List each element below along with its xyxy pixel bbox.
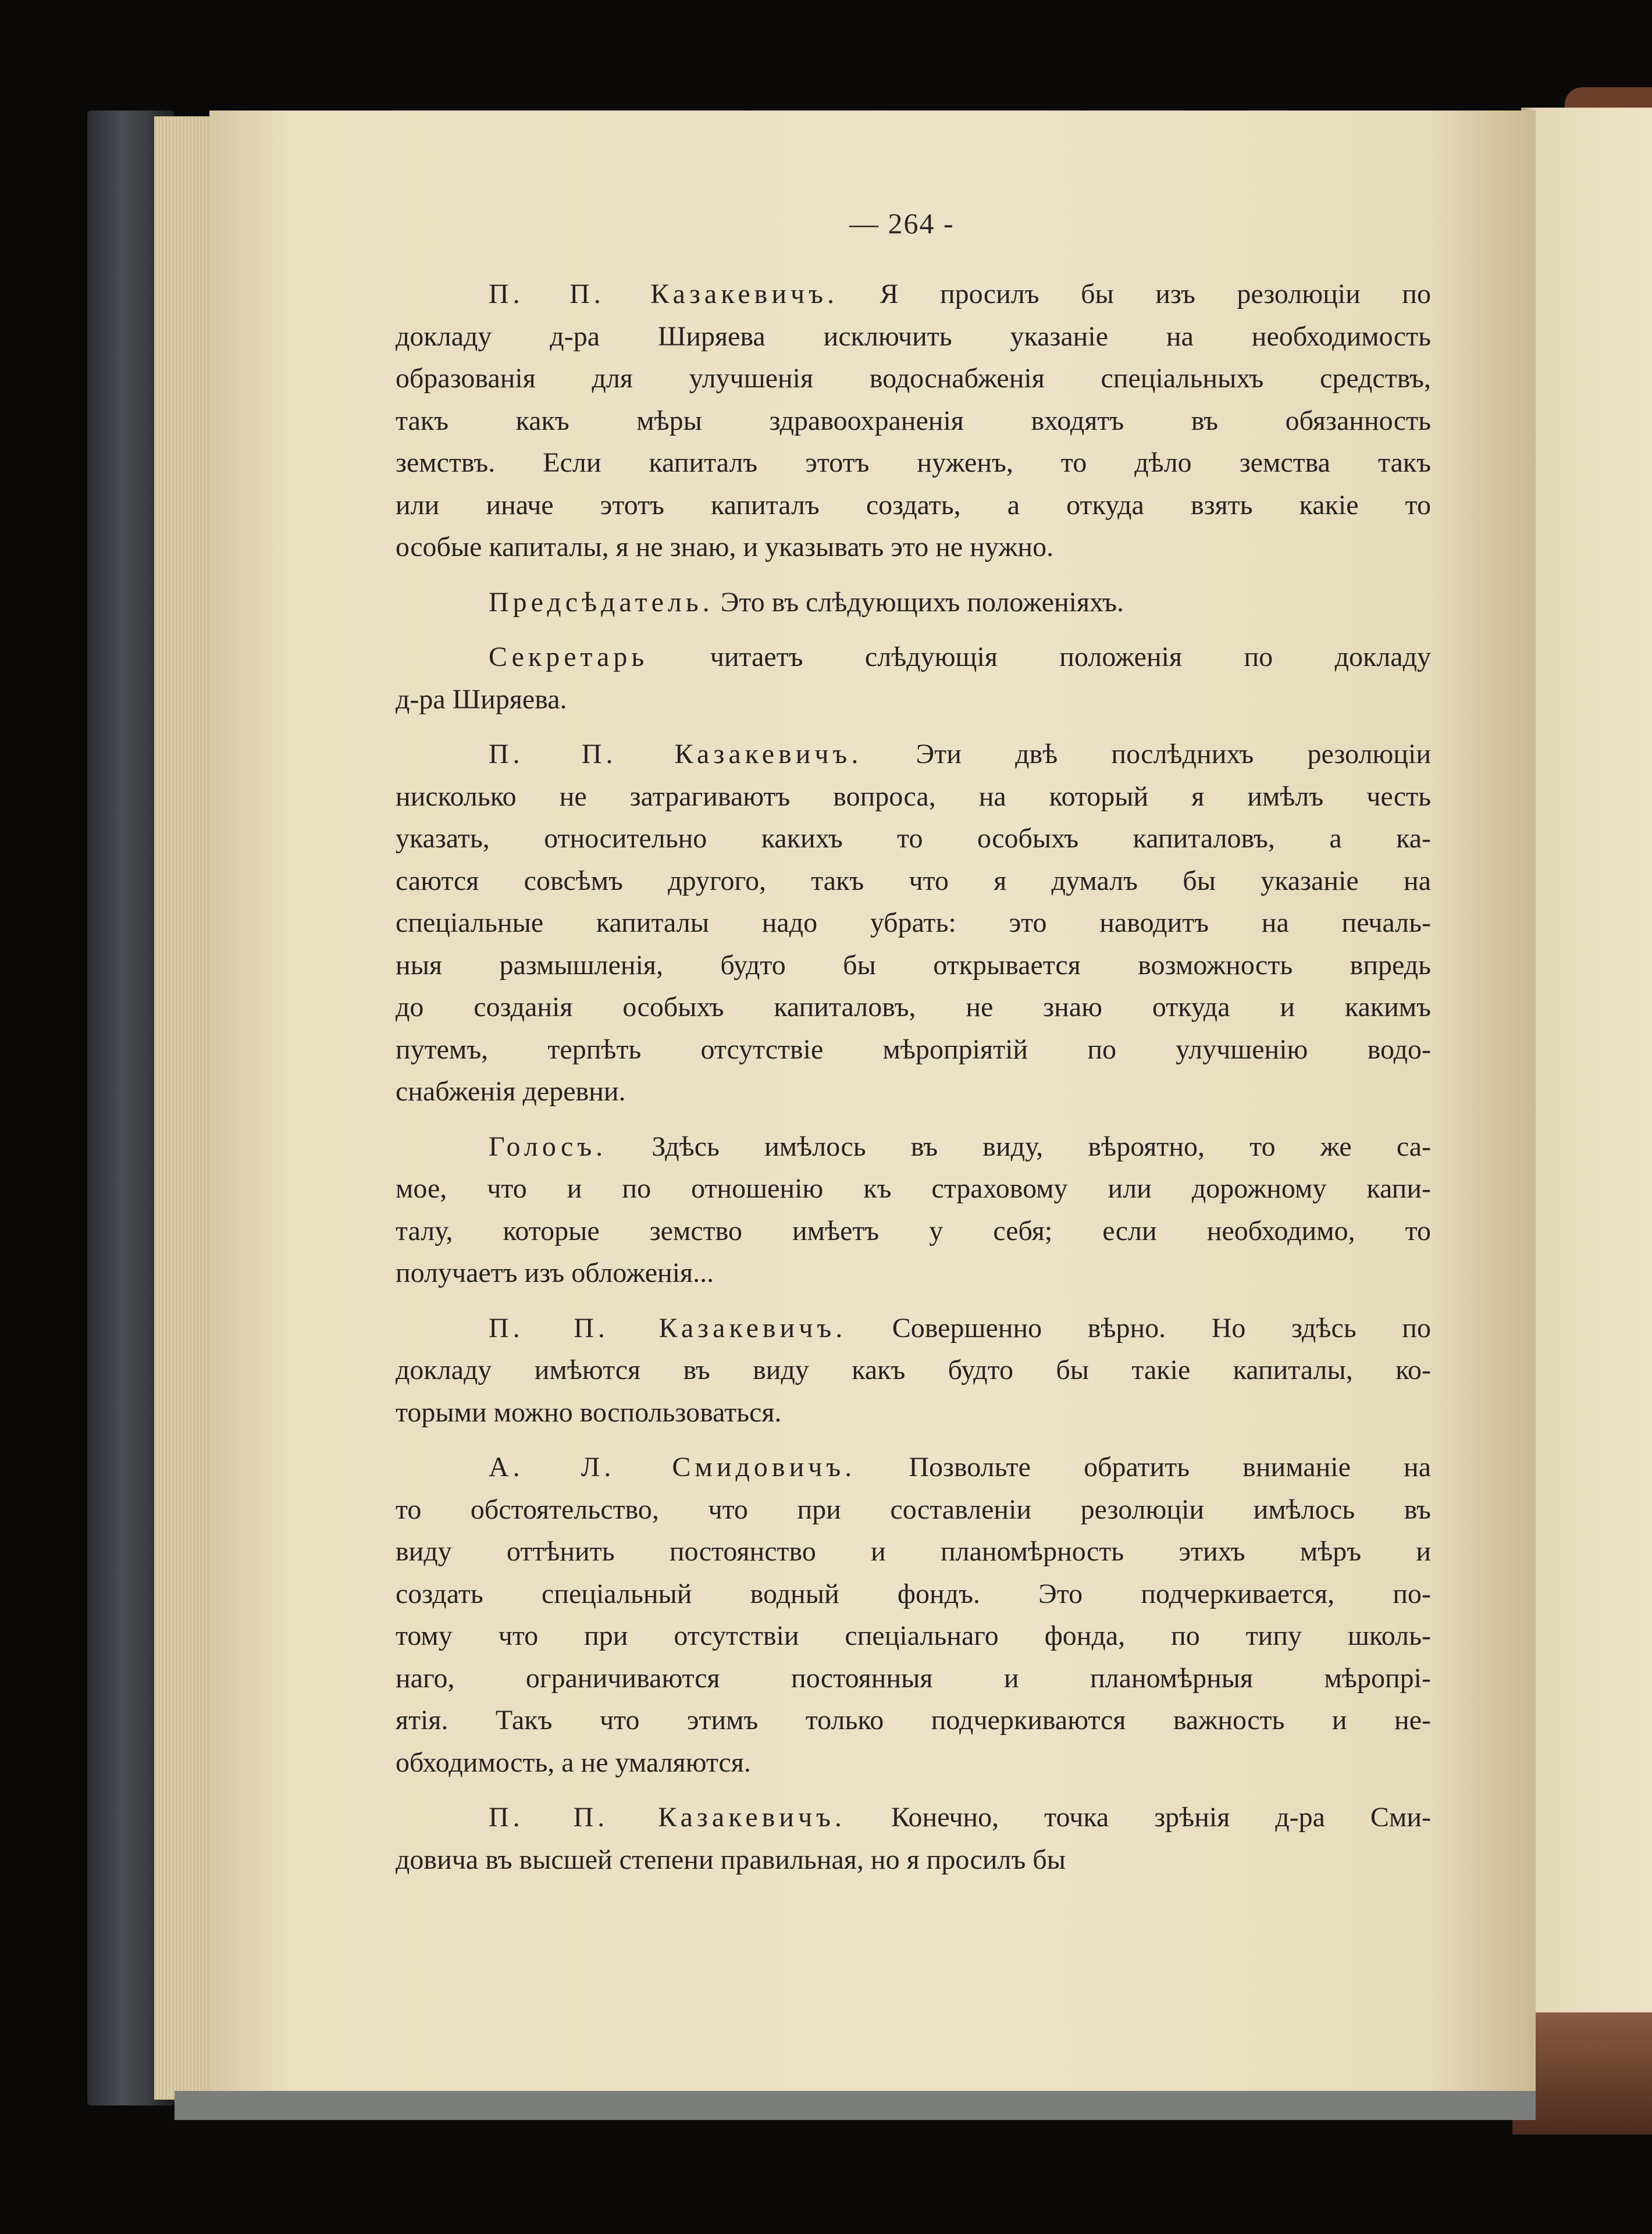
- paragraph: [396, 1307, 1431, 1434]
- text-line: [396, 1252, 1431, 1295]
- text-line: [396, 1168, 1431, 1210]
- line-text: Позвольте обратить вниманіе на: [856, 1452, 1431, 1483]
- line-text: путемъ, терпѣть отсутствіе мѣропріятій по улучшенію водо-: [396, 1034, 1431, 1065]
- paragraph: [396, 273, 1431, 569]
- text-line: [396, 945, 1431, 987]
- text-line: [396, 1658, 1431, 1700]
- text-line: [396, 1071, 1431, 1113]
- speaker-name: П. П. Казакевичъ.: [489, 1312, 847, 1344]
- line-text: Совершенно вѣрно. Но здѣсь по: [846, 1312, 1431, 1344]
- line-text: создать спеціальный водный фондъ. Это подчеркивается, по-: [396, 1578, 1431, 1609]
- text-line: [396, 442, 1431, 484]
- text-line: [396, 1531, 1431, 1573]
- text-line: [396, 1615, 1431, 1658]
- paragraph: [396, 636, 1431, 721]
- line-text: то обстоятельство, что при составленіи резолюціи имѣлось въ: [396, 1494, 1431, 1525]
- line-text: наго, ограничиваются постоянныя и планомѣрныя мѣропрі-: [396, 1662, 1431, 1694]
- text-line: [396, 1797, 1431, 1839]
- text-line: [396, 1446, 1431, 1489]
- line-text: ятія. Такъ что этимъ только подчеркиваются важность и не-: [396, 1705, 1431, 1736]
- text-line: [396, 484, 1431, 527]
- paragraph: [396, 1126, 1431, 1295]
- line-text: земствъ. Если капиталъ этотъ нуженъ, то дѣло земства такъ: [396, 447, 1431, 478]
- text-line: [396, 818, 1431, 860]
- text-line: [396, 1742, 1431, 1784]
- line-text: получаетъ изъ обложенія...: [396, 1257, 714, 1288]
- paragraph: [396, 582, 1431, 624]
- text-line: [396, 1573, 1431, 1616]
- speaker-name: Предсѣдатель.: [489, 586, 714, 618]
- line-text: обходимость, а не умаляются.: [396, 1747, 751, 1778]
- line-text: торыми можно воспользоваться.: [396, 1396, 782, 1428]
- text-line: [396, 400, 1431, 443]
- speaker-name: П. П. Казакевичъ.: [489, 279, 838, 309]
- text-line: [396, 316, 1431, 358]
- line-text: д-ра Ширяева.: [396, 683, 567, 715]
- text-line: [396, 636, 1431, 679]
- line-text: нисколько не затрагиваютъ вопроса, на который я имѣлъ честь: [396, 781, 1431, 812]
- text-line: [396, 582, 1431, 624]
- line-text: докладу д-ра Ширяева исключить указаніе на необходимость: [396, 320, 1431, 352]
- page-bottom-edge: [175, 2091, 1536, 2120]
- text-line: [396, 902, 1431, 945]
- page-number: — 264 -: [849, 207, 955, 240]
- text-line: [396, 1029, 1431, 1071]
- text-line: [396, 986, 1431, 1029]
- line-text: до созданія особыхъ капиталовъ, не знаю откуда и какимъ: [396, 992, 1431, 1022]
- line-text: снабженія деревни.: [396, 1076, 626, 1107]
- text-line: [396, 1699, 1431, 1742]
- speaker-name: П. П. Казакевичъ.: [489, 739, 863, 769]
- text-line: [396, 733, 1431, 776]
- text-line: [396, 679, 1431, 721]
- line-text: довича въ высшей степени правильная, но я просилъ бы: [396, 1844, 1066, 1875]
- speaker-name: А. Л. Смидовичъ.: [489, 1452, 856, 1483]
- text-line: [396, 860, 1431, 903]
- text-line: [396, 1489, 1431, 1531]
- speaker-name: Секретарь: [489, 642, 649, 672]
- line-text: талу, которые земство имѣетъ у себя; если необходимо, то: [396, 1215, 1431, 1246]
- text-line: [396, 358, 1431, 400]
- line-text: саются совсѣмъ другого, такъ что я думалъ бы указаніе на: [396, 865, 1431, 896]
- text-line: [396, 273, 1431, 316]
- line-text: мое, что и по отношенію къ страховому или дорожному капи-: [396, 1173, 1431, 1204]
- line-text: спеціальные капиталы надо убрать: это наводитъ на печаль-: [396, 907, 1431, 938]
- line-text: образованія для улучшенія водоснабженія спеціальныхъ средствъ,: [396, 363, 1431, 394]
- line-text: Это въ слѣдующихъ положеніяхъ.: [713, 586, 1124, 618]
- text-line: [396, 526, 1431, 569]
- speaker-name: Голосъ.: [489, 1131, 607, 1162]
- line-text: читаетъ слѣдующія положенія по докладу: [648, 642, 1431, 672]
- text-line: [396, 1126, 1431, 1168]
- text-line: [396, 1392, 1431, 1434]
- text-line: [396, 776, 1431, 818]
- line-text: Эти двѣ послѣднихъ резолюціи: [862, 739, 1432, 769]
- paragraph: [396, 1446, 1431, 1784]
- line-text: Здѣсь имѣлось въ виду, вѣроятно, то же са-: [607, 1131, 1431, 1162]
- text-line: [396, 1210, 1431, 1253]
- text-line: [396, 1307, 1431, 1350]
- line-text: ныя размышленія, будто бы открывается возможность впредь: [396, 949, 1431, 981]
- line-text: или иначе этотъ капиталъ создать, а откуда взять какіе то: [396, 489, 1431, 521]
- paragraph: [396, 1797, 1431, 1881]
- text-line: [396, 1349, 1431, 1392]
- line-text: виду оттѣнить постоянство и планомѣрность этихъ мѣръ и: [396, 1536, 1431, 1567]
- line-text: Я просилъ бы изъ резолюціи по: [838, 279, 1431, 309]
- line-text: докладу имѣются въ виду какъ будто бы такіе капиталы, ко-: [396, 1355, 1431, 1385]
- line-text: тому что при отсутствіи спеціальнаго фонда, по типу школь-: [396, 1620, 1431, 1651]
- line-text: указать, относительно какихъ то особыхъ капиталовъ, а ка-: [396, 823, 1431, 854]
- line-text: Конечно, точка зрѣнія д-ра Сми-: [845, 1802, 1431, 1833]
- line-text: такъ какъ мѣры здравоохраненія входятъ въ обязанность: [396, 405, 1431, 436]
- paragraph: [396, 733, 1431, 1113]
- text-line: [396, 1839, 1431, 1882]
- line-text: особые капиталы, я не знаю, и указывать это не нужно.: [396, 532, 1054, 562]
- next-page: [1521, 108, 1652, 2126]
- speaker-name: П. П. Казакевичъ.: [489, 1802, 846, 1833]
- page-text: [396, 273, 1431, 1894]
